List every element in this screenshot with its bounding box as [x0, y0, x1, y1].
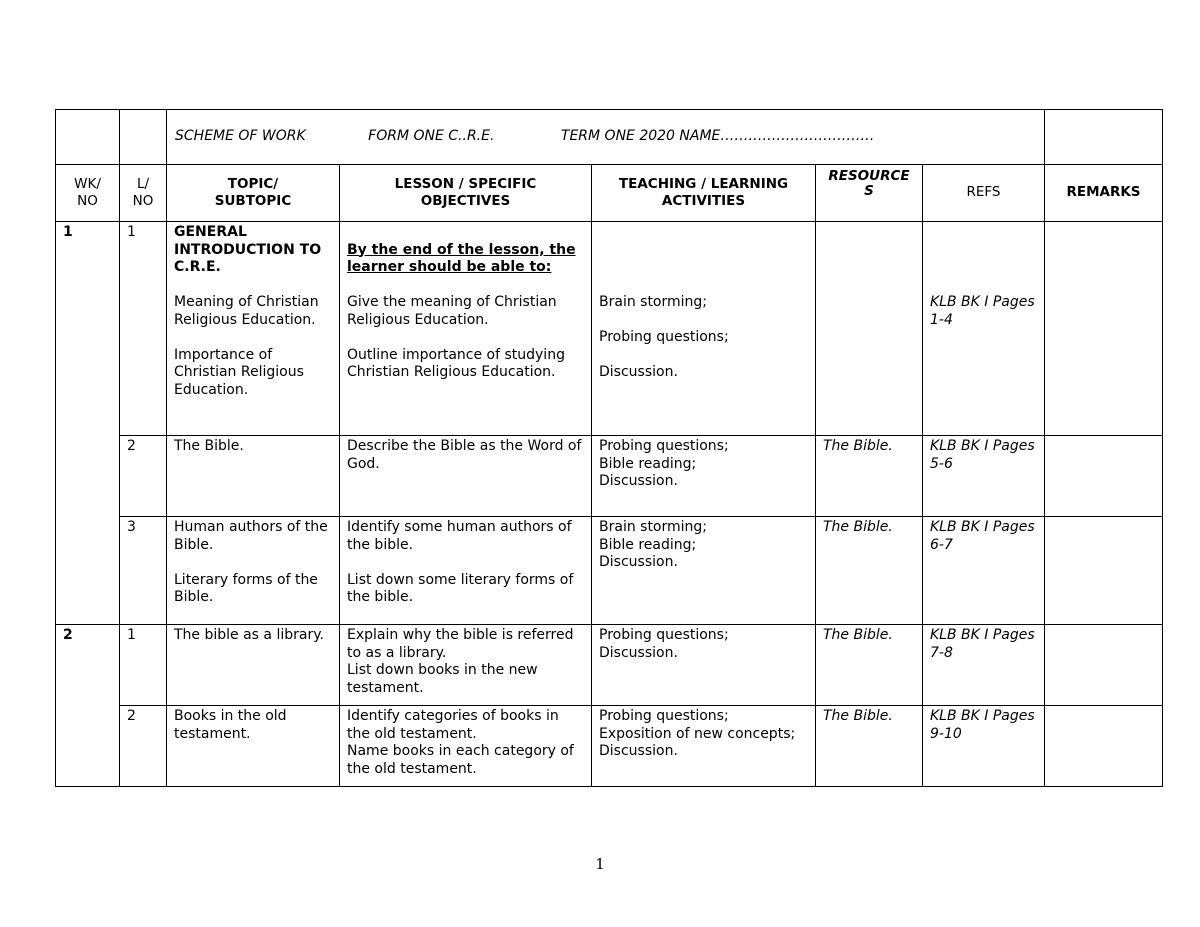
activity: Discussion. [599, 554, 678, 570]
header-remarks: REMARKS [1045, 165, 1163, 222]
topic-cell: The bible as a library. [167, 625, 340, 706]
header-topic: TOPIC/ SUBTOPIC [167, 165, 340, 222]
subtopic: Importance of Christian Religious Education. [174, 346, 304, 398]
title-scheme: SCHEME OF WORK [175, 128, 306, 145]
lesson-number: 1 [120, 625, 167, 706]
objectives-cell [340, 625, 592, 706]
activity: Brain storming; [599, 519, 708, 535]
activity: Probing questions; [599, 438, 729, 454]
title-term: TERM ONE 2020 NAME…………………………… [560, 128, 875, 145]
activity: Brain storming; [599, 294, 708, 310]
activity: Discussion. [599, 473, 678, 489]
lesson-number: 3 [120, 517, 167, 625]
subtopic: Human authors of the Bible. [174, 519, 328, 553]
header-wk: WK/ NO [56, 165, 120, 222]
scheme-of-work-table [55, 109, 1163, 787]
table-row [56, 517, 1163, 625]
header-refs: REFS [923, 165, 1045, 222]
title-form: FORM ONE C..R.E. [368, 128, 495, 145]
remarks-cell [1045, 517, 1163, 625]
refs-text: KLB BK I Pages 1-4 [930, 294, 1035, 328]
remarks-cell [1045, 436, 1163, 517]
header-resources: RESOURCES [816, 165, 923, 222]
objectives-cell: Describe the Bible as the Word of God. [340, 436, 592, 517]
title-blank-cell [1045, 110, 1163, 165]
activities-cell [592, 222, 816, 436]
objective: Name books in each category of the old testament. [347, 743, 574, 777]
objectives-cell [340, 222, 592, 436]
refs-cell: KLB BK I Pages 7-8 [923, 625, 1045, 706]
objective: List down some literary forms of the bible. [347, 571, 574, 605]
header-row [56, 165, 1163, 222]
refs-cell: KLB BK I Pages 9-10 [923, 706, 1045, 787]
lesson-number: 1 [120, 222, 167, 436]
activities-cell [592, 436, 816, 517]
table-row [56, 706, 1163, 787]
title-row [56, 110, 1163, 165]
activity: Discussion. [599, 364, 678, 380]
objective: List down books in the new testament. [347, 662, 538, 696]
activity: Probing questions; [599, 329, 729, 345]
topic-cell: Books in the old testament. [167, 706, 340, 787]
document-title [167, 110, 1045, 165]
activity: Discussion. [599, 644, 678, 661]
activity: Bible reading; [599, 455, 697, 472]
refs-cell [923, 222, 1045, 436]
activity: Probing questions; [599, 627, 729, 643]
table-row [56, 436, 1163, 517]
title-blank-cell [120, 110, 167, 165]
subtopic: Literary forms of the Bible. [174, 571, 318, 605]
objective: Give the meaning of Christian Religious Education. [347, 294, 557, 328]
objectives-intro: By the end of the lesson, the learner should be able to: [347, 241, 576, 275]
table-row [56, 222, 1163, 436]
activity: Bible reading; [599, 536, 697, 553]
table-row [56, 625, 1163, 706]
resources-cell: The Bible. [816, 517, 923, 625]
topic-cell [167, 222, 340, 436]
activity: Exposition of new concepts; [599, 725, 796, 742]
lesson-number: 2 [120, 706, 167, 787]
resources-cell [816, 222, 923, 436]
topic-cell: The Bible. [167, 436, 340, 517]
objective: Identify categories of books in the old testament. [347, 708, 559, 742]
activities-cell [592, 625, 816, 706]
subtopic: Meaning of Christian Religious Education. [174, 294, 319, 328]
objectives-cell [340, 517, 592, 625]
activities-cell [592, 706, 816, 787]
week-number: 1 [56, 222, 120, 625]
title-blank-cell [56, 110, 120, 165]
topic-cell [167, 517, 340, 625]
refs-cell: KLB BK I Pages 6-7 [923, 517, 1045, 625]
objectives-cell [340, 706, 592, 787]
header-l: L/ NO [120, 165, 167, 222]
remarks-cell [1045, 706, 1163, 787]
objective: Explain why the bible is referred to as a library. [347, 627, 574, 661]
remarks-cell [1045, 625, 1163, 706]
resources-cell: The Bible. [816, 436, 923, 517]
header-activities: TEACHING / LEARNING ACTIVITIES [592, 165, 816, 222]
activities-cell [592, 517, 816, 625]
topic-heading: GENERAL INTRODUCTION TO C.R.E. [174, 224, 322, 275]
lesson-number: 2 [120, 436, 167, 517]
objective: Outline importance of studying Christian Religious Education. [347, 346, 565, 380]
resources-cell: The Bible. [816, 706, 923, 787]
header-objectives: LESSON / SPECIFIC OBJECTIVES [340, 165, 592, 222]
objective: Identify some human authors of the bible. [347, 519, 572, 553]
activity: Probing questions; [599, 708, 729, 724]
refs-cell: KLB BK I Pages 5-6 [923, 436, 1045, 517]
remarks-cell [1045, 222, 1163, 436]
resources-cell: The Bible. [816, 625, 923, 706]
week-number: 2 [56, 625, 120, 787]
page-number: 1 [595, 855, 605, 873]
activity: Discussion. [599, 743, 678, 759]
